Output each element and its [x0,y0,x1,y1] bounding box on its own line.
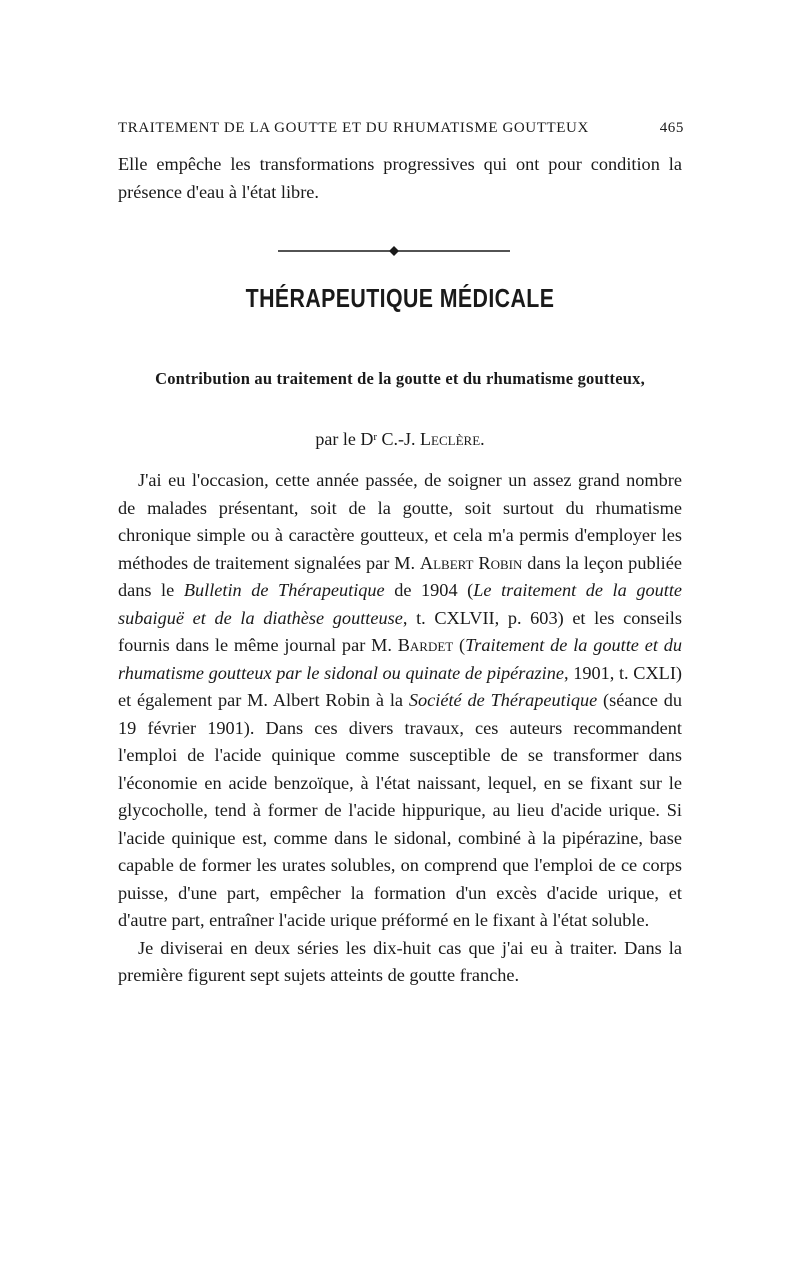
text-run: J'ai eu l'occasion, cette année passée, de soigner un assez grand nombre de malades présentant, soit de la goutte, soit surtout du rhumatisme chronique simple ou à caractère goutteux, et cela m'a permis d'employer les méthodes de traitement signalées par M. [118,470,682,573]
text-run: dans la leçon publiée dans le [118,552,682,600]
text-run: de 1904 ( [384,580,474,600]
text-run: (séance du 19 février 1901). Dans ces divers travaux, ces auteurs recommandent l'emploi de l'acide quinique comme susceptible de se transformer dans l'économie en acide benzoïque, à l'état naissant, lequel, en se fixant sur le glycocholle, tend à former de l'acide hippurique, au lieu d'acide urique. Si l'acide quinique est, comme dans le sidonal, combiné à la pipérazine, base capable de former les urates solubles, on comprend que l'emploi de ce corps puisse, d'une part, empêcher la formation d'un excès d'acide urique, et d'autre part, entraîner l'acide urique préformé en le fixant à l'état soluble. [118,690,682,930]
byline [118,426,682,452]
section-title: THÉRAPEUTIQUE MÉDICALE [245,283,555,313]
text-run: , 1901, t. CXLI) et également par M. Albert Robin à la [118,662,682,710]
intro-paragraph: Elle empêche les transformations progressives qui ont pour condition la présence d'eau à l'état libre. [118,154,682,202]
author-name: Leclère. [420,429,485,449]
article-title: Contribution au traitement de la goutte et du rhumatisme goutteux, [155,369,645,388]
byline-prefix: par le D [315,429,374,449]
running-head [118,118,684,138]
page-number: 465 [659,120,684,136]
ornamental-divider [278,245,510,257]
author-name: Albert Robin [419,552,523,573]
journal-title: Bulletin de Thérapeutique [183,580,385,600]
byline-superscript: r [373,431,378,443]
text-run: , t. CXLVII, p. 603) et les conseils fournis dans le même journal par M. [118,607,682,655]
text-run: ( [453,635,466,655]
paragraph-1 [118,467,682,935]
paragraph-2: Je diviserai en deux séries les dix-huit cas que j'ai eu à traiter. Dans la première figurent sept sujets atteints de goutte franche. [118,937,682,985]
reference-title: Le traitement de la goutte subaiguë et de la diathèse goutteuse [118,580,683,628]
society-name: Société de Thérapeutique [408,690,598,710]
running-title: TRAITEMENT DE LA GOUTTE ET DU RHUMATISME GOUTTEUX [118,120,589,136]
author-name: Bardet [397,635,454,655]
byline-initials: C.-J. [377,429,421,449]
reference-title: Traitement de la goutte et du rhumatisme goutteux par le sidonal ou quinate de pipérazine [118,635,682,683]
article-body [118,467,682,990]
